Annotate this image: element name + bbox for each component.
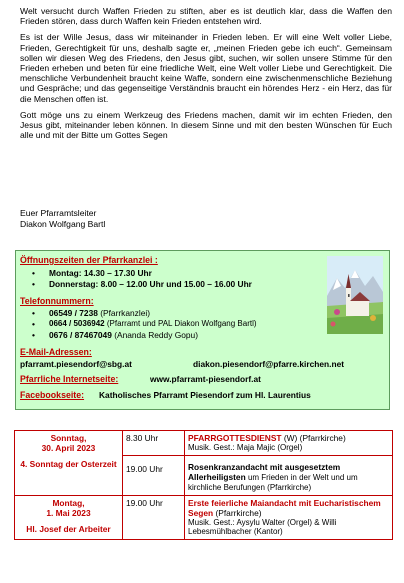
event-time: 19.00 Uhr [123,455,185,495]
signature-role: Euer Pfarramtsleiter [20,208,97,218]
website-url[interactable]: www.pfarramt-piesendorf.at [150,374,261,384]
phone-note: (Pfarrkanzlei) [100,308,151,318]
office-hours-title: Öffnungszeiten der Pfarrkanzlei : [20,255,158,265]
email-address-1[interactable]: pfarramt.piesendorf@sbg.at [20,359,132,369]
phone-number[interactable]: 0676 / 87467049 [49,330,112,340]
event-cell [185,455,393,495]
phone-note: (Ananda Reddy Gopu) [114,330,199,340]
event-music: Musik. Gest.: Aysylu Walter (Orgel) & Willi Lebesmühlbacher (Kantor) [188,517,337,536]
letter-paragraph: Es ist der Wille Jesus, dass wir miteinander in Frieden leben. Er will eine Welt voller Liebe, Frieden, Gerechtigkeit für uns, deshalb sagte er, „meinen Frieden gebe ich euch“. Gemeinsam sollen wir diesen Weg des Friedens, den Jesus gibt, suchen, wir sollen unsere Stimme für den Frieden erheben und beten für eine friedliche Welt, eine Welt voller Liebe und Gerechtigkeit. Die menschliche Verbundenheit braucht keine Waffe, sondern eine zwischenmenschliche Beziehung und Gespräche; und das gegenseitige Verständnis braucht ein hörendes Herz - ein Herz, das für die Menschen offen ist. [20,32,392,104]
facebook-page[interactable]: Katholisches Pfarramt Piesendorf zum Hl. Laurentius [99,390,311,400]
phone-note: (Pfarramt und PAL Diakon Wolfgang Bartl) [106,319,257,328]
church-illustration [327,256,383,334]
day-date: Montag, 1. Mai 2023 [46,497,91,518]
day-date: Sonntag, 30. April 2023 [41,433,96,453]
signature-name: Diakon Wolfgang Bartl [20,219,106,229]
table-row [15,495,393,539]
phone-number[interactable]: 0664 / 5036942 [49,319,105,328]
website-label: Pfarrliche Internetseite: [20,374,119,384]
event-time: 8.30 Uhr [123,431,185,456]
day-cell [15,431,123,496]
event-music: Musik. Gest.: Maja Majic (Orgel) [188,443,303,452]
letter-text [20,6,392,146]
event-location: (W) (Pfarrkirche) [281,433,346,443]
day-cell [15,495,123,539]
emails-title: E-Mail-Adressen: [20,347,92,357]
event-intention: um Frieden in der Welt und um kirchliche Berufungen (Pfarrkirche) [188,472,358,492]
letter-paragraph: Welt versucht durch Waffen Frieden zu stiften, aber es ist deutlich klar, dass die Waffen den Frieden stören, dass durch Waffen kein Frieden entstehen wird. [20,6,392,27]
service-schedule-table [14,430,393,540]
day-feast: Hl. Josef der Arbeiter [26,523,111,534]
event-time: 19.00 Uhr [123,495,185,539]
phone-number[interactable]: 06549 / 7238 [49,308,98,318]
parish-info-box: Öffnungszeiten der Pfarrkanzlei : • Montag: 14.30 – 17.30 Uhr • Donnerstag: 8.00 – 12.00 Uhr und 15.00 – 16.00 Uhr Telefonnummern: • 06549 / 7238 (Pfarrkanzlei) • 0664 / 5036942 (Pfarramt und PAL Diakon Wolfgang Bartl) • 0676 / 87467049 (Ananda Reddy Gopu) E-Mail-Adressen: pfarramt.piesendorf@sbg.at diakon.piesendorf@pfarre.kirchen.net Pfarrliche Internetseite: www.pfarramt-piesendorf.at Facebookseite: Katholisches Pfarramt Piesendorf zum Hl. Laurentius [15,250,390,410]
event-cell [185,495,393,539]
event-title: Rosenkranzandacht mit ausgesetztem Allerheiligsten [188,461,341,482]
email-address-2[interactable]: diakon.piesendorf@pfarre.kirchen.net [193,359,345,369]
event-title: Erste feierliche Maiandacht mit Eucharistischem Segen [188,497,381,518]
event-location: (Pfarrkirche) [213,507,262,518]
event-cell [185,431,393,456]
day-feast: 4. Sonntag der Osterzeit [20,459,117,469]
signature [20,208,105,230]
facebook-label: Facebookseite: [20,390,85,400]
event-title: PFARRGOTTESDIENST [188,433,282,443]
letter-paragraph: Gott möge uns zu einem Werkzeug des Friedens machen, damit wir im echten Frieden, den Jesus gibt, miteinander leben können. In diesem Sinne und mit den besten Wünschen für Euch alle und mit der Bitte um Gottes Segen [20,109,392,141]
phones-title: Telefonnummern: [20,296,94,306]
table-row [15,431,393,456]
